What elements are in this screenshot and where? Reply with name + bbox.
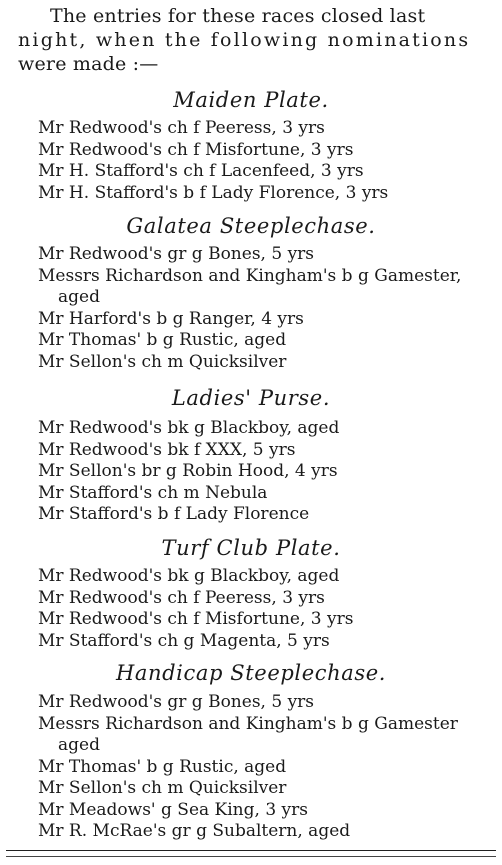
heading-galatea-steeplechase: Galatea Steeplechase. bbox=[126, 214, 376, 238]
entry: Messrs Richardson and Kingham's b g Gamester, aged bbox=[38, 265, 462, 307]
entry: Mr Redwood's ch f Peeress, 3 yrs bbox=[38, 118, 325, 138]
entry: Mr H. Stafford's ch f Lacenfeed, 3 yrs bbox=[38, 161, 364, 181]
entry: Mr Redwood's bk f XXX, 5 yrs bbox=[38, 439, 296, 460]
heading-turf-club-plate: Turf Club Plate. bbox=[161, 536, 341, 560]
entry: Mr Redwood's gr g Bones, 5 yrs bbox=[38, 692, 315, 712]
entry: Mr Redwood's ch f Misfortune, 3 yrs bbox=[38, 139, 354, 160]
heading-ladies-purse: Ladies' Purse. bbox=[171, 386, 331, 410]
heading-maiden-plate: Maiden Plate. bbox=[173, 88, 329, 112]
entry: Mr Sellon's ch m Quicksilver bbox=[38, 778, 287, 798]
heading-handicap-steeplechase: Handicap Steeplechase. bbox=[115, 661, 387, 685]
entry: Mr Meadows' g Sea King, 3 yrs bbox=[38, 799, 308, 820]
divider-rule bbox=[6, 850, 496, 851]
entry: Mr Sellon's br g Robin Hood, 4 yrs bbox=[38, 461, 338, 481]
entry: Mr Stafford's ch m Nebula bbox=[38, 482, 268, 503]
intro-line-3: were made :— bbox=[18, 53, 159, 75]
entry: Mr R. McRae's gr g Subaltern, aged bbox=[38, 821, 351, 841]
entry: Mr Redwood's bk g Blackboy, aged bbox=[38, 418, 340, 438]
entry: Mr Redwood's ch f Misfortune, 3 yrs bbox=[38, 609, 354, 629]
entry: Mr Thomas' b g Rustic, aged bbox=[38, 330, 287, 350]
entries-ladies-purse bbox=[38, 418, 498, 526]
entries-handicap-steeplechase bbox=[38, 692, 498, 843]
entry: Messrs Richardson and Kingham's b g Gamester aged bbox=[38, 713, 458, 755]
divider-rule bbox=[6, 856, 496, 857]
entry: Mr Sellon's ch m Quicksilver bbox=[38, 351, 287, 372]
intro-paragraph bbox=[18, 4, 498, 76]
entry: Mr Harford's b g Ranger, 4 yrs bbox=[38, 308, 304, 329]
intro-line-1: The entries for these races closed last bbox=[50, 5, 426, 27]
intro-line-2: night, when the following nominations bbox=[18, 29, 471, 51]
entry: Mr Stafford's ch g Magenta, 5 yrs bbox=[38, 630, 330, 651]
entry: Mr Stafford's b f Lady Florence bbox=[38, 504, 310, 524]
entry: Mr Redwood's ch f Peeress, 3 yrs bbox=[38, 587, 325, 608]
entries-maiden-plate bbox=[38, 118, 498, 204]
entry: Mr Thomas' b g Rustic, aged bbox=[38, 756, 287, 777]
entry: Mr H. Stafford's b f Lady Florence, 3 yrs bbox=[38, 182, 389, 203]
entry: Mr Redwood's bk g Blackboy, aged bbox=[38, 566, 340, 586]
entries-turf-club-plate bbox=[38, 566, 498, 652]
entries-galatea-steeplechase bbox=[38, 244, 498, 373]
entry: Mr Redwood's gr g Bones, 5 yrs bbox=[38, 244, 315, 264]
